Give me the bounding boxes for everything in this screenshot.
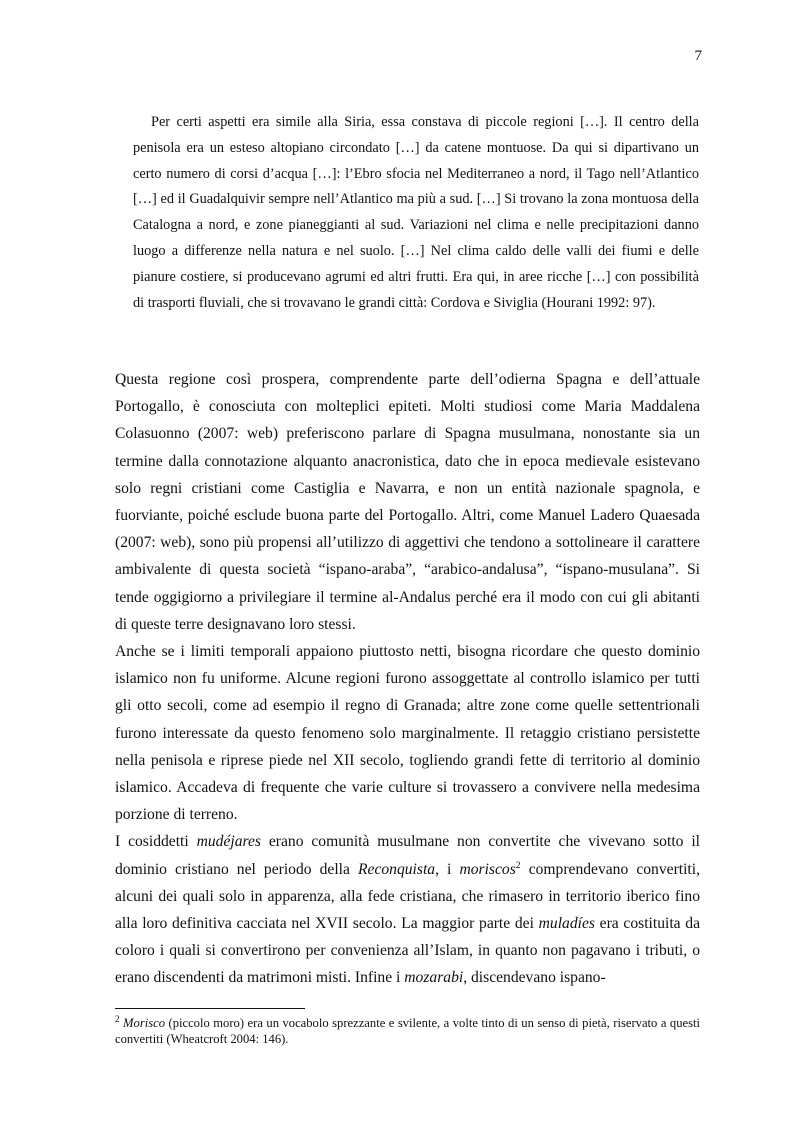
block-quote: Per certi aspetti era simile alla Siria, essa constava di piccole regioni […]. Il centro della penisola era un esteso altopiano circondato […] da catene montuose. Da qui si dipartivano un certo numero di corsi d’acqua […]: l’Ebro sfocia nel Mediterraneo a nord, il Tago nell’Atlantico […] ed il Guadalquivir sempre nell’Atlantico ma più a sud. […] Si trovano la zona montuosa della Catalogna a nord, e zone pianeggianti al sud. Variazioni nel clima e nelle precipitazioni danno luogo a differenze nella natura e nel suolo. […] Nel clima caldo delle valli dei fiumi e delle pianure costiere, si producevano agrumi ed altri frutti. Era qui, in aree ricche […] con possibilità di trasporti fluviali, che si trovavano le grandi città: Cordova e Siviglia (Hourani 1992: 97). <box>133 114 699 311</box>
term-mudejares: mudéjares <box>196 833 261 851</box>
footnote-term: Morisco <box>123 1016 166 1030</box>
footnote-number: 2 <box>115 1013 120 1024</box>
text-segment: comprendevano convertiti, alcuni dei quali solo in apparenza, alla fede cristiana, che rimasero in territorio iberico fino alla loro definitiva cacciata nel XVII secolo. La maggior parte dei <box>115 860 700 933</box>
page-number: 7 <box>694 48 702 64</box>
body-text <box>115 366 700 992</box>
text-segment: , discendevano ispano- <box>463 969 606 987</box>
paragraph-islamic-dominion: Anche se i limiti temporali appaiono piuttosto netti, bisogna ricordare che questo dominio islamico non fu uniforme. Alcune regioni furono assoggettate al controllo islamico per tutti gli otto secoli, come ad esempio il regno di Granada; altre zone come quelle settentrionali furono interessate da questo fenomeno solo marginalmente. Il retaggio cristiano persistette nella penisola e riprese piede nel XII secolo, togliendo grandi fette di territorio al dominio islamico. Accadeva di frequente che varie culture si trovassero a convivere nella medesima porzione di terreno. <box>115 643 700 824</box>
term-mozarabi: mozarabi <box>404 969 464 987</box>
text-segment: , i <box>435 860 460 878</box>
text-segment: erano comunità musulmane non convertite che vivevano sotto il dominio cristiano nel periodo della <box>115 833 700 878</box>
footnote-separator <box>115 1008 305 1009</box>
text-segment: I cosiddetti <box>115 833 197 851</box>
footnote-reference: 2 <box>515 859 521 871</box>
footnote-text: (piccolo moro) era un vocabolo sprezzante e svilente, a volte tinto di un senso di pietà, riservato a questi convertiti (Wheatcroft 2004: 146). <box>115 1016 700 1046</box>
paragraph-communities <box>115 828 700 991</box>
text-segment: era costituita da coloro i quali si convertirono per convenienza all’Islam, in quanto non pagavano i tributi, o erano discendenti da matrimoni misti. Infine i <box>115 915 701 987</box>
term-moriscos: moriscos <box>459 860 516 878</box>
paragraph-al-andalus-names: Questa regione così prospera, comprendente parte dell’odierna Spagna e dell’attuale Portogallo, è conosciuta con molteplici epiteti. Molti studiosi come Maria Maddalena Colasuonno (2007: web) preferiscono parlare di Spagna musulmana, nonostante sia un termine dalla connotazione alquanto anacronistica, dato che in epoca medievale esistevano solo regni cristiani come Castiglia e Navarra, e non un entità nazionale spagnola, e fuorviante, poiché esclude buona parte del Portogallo. Altri, come Manuel Ladero Quaesada (2007: web), sono più propensi all’utilizzo di aggettivi che tendono a sottolineare il carattere ambivalente di questa società “ispano-araba”, “arabico-andalusa”, “ispano-musulana”. Si tende oggigiorno a privilegiare il termine al-Andalus perché era il modo con cui gli abitanti di queste terre designavano loro stessi. <box>115 371 700 633</box>
term-muladies: muladíes <box>538 915 595 933</box>
term-reconquista: Reconquista <box>358 860 436 878</box>
footnote <box>115 1015 700 1047</box>
